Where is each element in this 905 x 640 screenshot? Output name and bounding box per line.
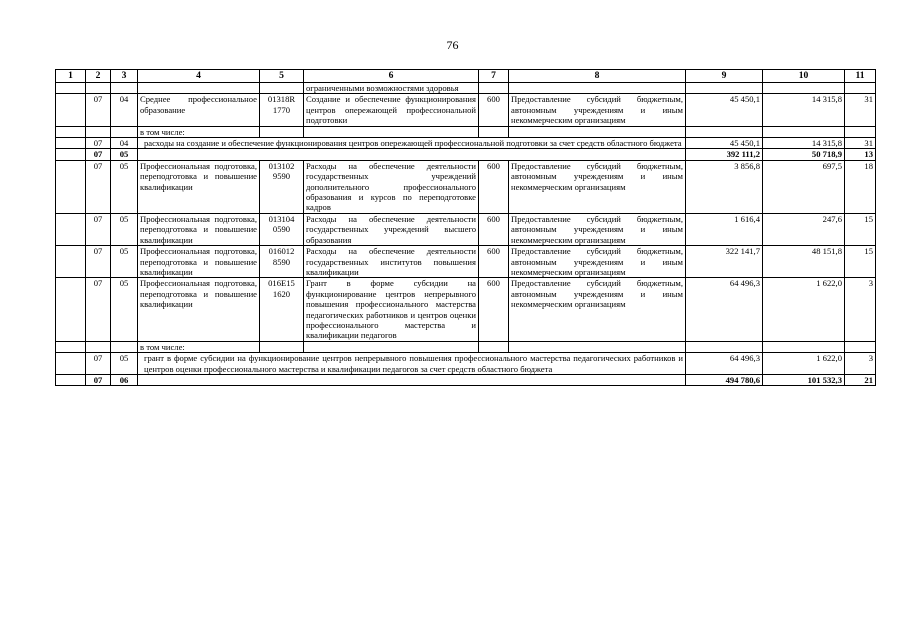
- cell-description: Создание и обеспечение функционирования центров опережающей профессиональной подготовки: [304, 94, 479, 126]
- empty-cell: [763, 341, 845, 352]
- cell-section: 07: [86, 149, 111, 160]
- table-row-subitem: [56, 138, 876, 149]
- cell-description: Грант в форме субсидии на функционирование центров непрерывного повышения профессионального мастерства педагогических работников и центров оценки профессионального мастерства и квалификации педагогов: [304, 278, 479, 341]
- cell-subsection: 04: [111, 94, 138, 126]
- cell-description: ограниченными возможностями здоровья: [304, 83, 479, 94]
- empty-cell: [56, 138, 86, 149]
- cell-section: 07: [86, 353, 111, 375]
- empty-cell: [56, 353, 86, 375]
- cell-subsection: 05: [111, 160, 138, 213]
- column-header-1: 1: [56, 70, 86, 83]
- table-row: [56, 94, 876, 126]
- empty-cell: [509, 83, 686, 94]
- cell-target-article: 016E15 1620: [260, 278, 304, 341]
- cell-section: 07: [86, 374, 111, 385]
- empty-cell: [479, 126, 509, 137]
- empty-cell: [56, 126, 86, 137]
- cell-subsection-name: Профессиональная подготовка, переподготовка и повышение квалификации: [138, 278, 260, 341]
- cell-section: 07: [86, 278, 111, 341]
- table-row: [56, 83, 876, 94]
- cell-amount-plan: 322 141,7: [686, 246, 763, 278]
- cell-subsection: 06: [111, 374, 138, 385]
- empty-cell: [845, 126, 876, 137]
- cell-expense-type-name: Предоставление субсидий бюджетным, автономным учреждениям и иным некоммерческим организациям: [509, 94, 686, 126]
- column-header-11: 11: [845, 70, 876, 83]
- cell-expense-type: 600: [479, 278, 509, 341]
- cell-amount-plan: 3 856,8: [686, 160, 763, 213]
- cell-expense-type-name: Предоставление субсидий бюджетным, автономным учреждениям и иным некоммерческим организациям: [509, 246, 686, 278]
- cell-expense-type: 600: [479, 160, 509, 213]
- empty-cell: [260, 341, 304, 352]
- column-header-8: 8: [509, 70, 686, 83]
- empty-cell: [304, 126, 479, 137]
- empty-cell: [686, 341, 763, 352]
- empty-cell: [479, 341, 509, 352]
- cell-subsection: 05: [111, 353, 138, 375]
- cell-amount-actual: 1 622,0: [763, 353, 845, 375]
- cell-target-article: 013102 9590: [260, 160, 304, 213]
- cell-expense-type-name: Предоставление субсидий бюджетным, автономным учреждениям и иным некоммерческим организациям: [509, 278, 686, 341]
- empty-cell: [845, 83, 876, 94]
- cell-including-label: в том числе:: [138, 341, 260, 352]
- column-header-5: 5: [260, 70, 304, 83]
- cell-subsection: 05: [111, 246, 138, 278]
- cell-amount-plan: 45 450,1: [686, 138, 763, 149]
- cell-section: 07: [86, 94, 111, 126]
- table-body: [56, 83, 876, 386]
- cell-description: Расходы на обеспечение деятельности государственных учреждений высшего образования: [304, 213, 479, 245]
- empty-cell: [304, 341, 479, 352]
- column-header-6: 6: [304, 70, 479, 83]
- empty-cell: [86, 83, 111, 94]
- cell-section: 07: [86, 246, 111, 278]
- empty-cell: [56, 278, 86, 341]
- cell-description: Расходы на обеспечение деятельности государственных институтов повышения квалификации: [304, 246, 479, 278]
- table-row: [56, 341, 876, 352]
- table-row: [56, 160, 876, 213]
- table-row: [56, 278, 876, 341]
- cell-percent: 15: [845, 246, 876, 278]
- empty-cell: [56, 160, 86, 213]
- cell-amount-plan: 64 496,3: [686, 278, 763, 341]
- cell-percent: 3: [845, 278, 876, 341]
- cell-percent: 31: [845, 94, 876, 126]
- cell-subsection-name: Среднее профессиональное образование: [138, 94, 260, 126]
- page-number: 76: [446, 38, 459, 52]
- empty-cell: [56, 149, 86, 160]
- cell-amount-actual: 1 622,0: [763, 278, 845, 341]
- cell-expense-type-name: Предоставление субсидий бюджетным, автономным учреждениям и иным некоммерческим организациям: [509, 213, 686, 245]
- empty-cell: [86, 341, 111, 352]
- empty-cell: [56, 83, 86, 94]
- column-header-9: 9: [686, 70, 763, 83]
- cell-description: Расходы на обеспечение деятельности государственных учреждений дополнительного профессионального образования и курсов по переподготовке кадров: [304, 160, 479, 213]
- empty-cell: [686, 126, 763, 137]
- cell-total-percent: 13: [845, 149, 876, 160]
- cell-amount-actual: 14 315,8: [763, 94, 845, 126]
- empty-cell: [111, 83, 138, 94]
- cell-amount-actual: 48 151,8: [763, 246, 845, 278]
- cell-percent: 3: [845, 353, 876, 375]
- empty-cell: [138, 83, 260, 94]
- cell-subitem-description: расходы на создание и обеспечение функционирования центров опережающей профессиональной подготовки за счет средств областного бюджета: [138, 138, 686, 149]
- cell-total-percent: 21: [845, 374, 876, 385]
- table-row: [56, 126, 876, 137]
- column-header-2: 2: [86, 70, 111, 83]
- cell-subsection-name: Профессиональная подготовка, переподготовка и повышение квалификации: [138, 160, 260, 213]
- column-header-7: 7: [479, 70, 509, 83]
- cell-section: 07: [86, 213, 111, 245]
- empty-cell: [763, 83, 845, 94]
- table-row: [56, 246, 876, 278]
- empty-cell: [56, 341, 86, 352]
- empty-cell: [509, 341, 686, 352]
- column-header-10: 10: [763, 70, 845, 83]
- empty-cell: [509, 126, 686, 137]
- cell-amount-plan: 1 616,4: [686, 213, 763, 245]
- budget-table: [55, 69, 876, 386]
- empty-cell: [86, 126, 111, 137]
- cell-target-article: 01318R 1770: [260, 94, 304, 126]
- table-row-subitem: [56, 353, 876, 375]
- empty-cell: [260, 126, 304, 137]
- empty-cell: [56, 246, 86, 278]
- cell-total-plan: 494 780,6: [686, 374, 763, 385]
- cell-section: 07: [86, 138, 111, 149]
- cell-total-actual: 101 532,3: [763, 374, 845, 385]
- empty-cell: [260, 83, 304, 94]
- cell-subsection: 05: [111, 149, 138, 160]
- table-row-total: [56, 374, 876, 385]
- empty-cell: [763, 126, 845, 137]
- cell-total-plan: 392 111,2: [686, 149, 763, 160]
- total-spacer: [138, 374, 686, 385]
- cell-subsection-name: Профессиональная подготовка, переподготовка и повышение квалификации: [138, 246, 260, 278]
- cell-target-article: 016012 8590: [260, 246, 304, 278]
- total-spacer: [138, 149, 686, 160]
- cell-amount-plan: 64 496,3: [686, 353, 763, 375]
- empty-cell: [111, 126, 138, 137]
- cell-subsection: 05: [111, 278, 138, 341]
- cell-subsection: 04: [111, 138, 138, 149]
- table-row-total: [56, 149, 876, 160]
- cell-target-article: 013104 0590: [260, 213, 304, 245]
- empty-cell: [56, 374, 86, 385]
- cell-subitem-description: грант в форме субсидии на функционирование центров непрерывного повышения профессионального мастерства педагогических работников и центров оценки профессионального мастерства и квалификации педагогов за счет средств областного бюджета: [138, 353, 686, 375]
- table-header: [56, 70, 876, 83]
- cell-amount-plan: 45 450,1: [686, 94, 763, 126]
- column-header-4: 4: [138, 70, 260, 83]
- cell-expense-type: 600: [479, 213, 509, 245]
- cell-percent: 15: [845, 213, 876, 245]
- empty-cell: [479, 83, 509, 94]
- cell-including-label: в том числе:: [138, 126, 260, 137]
- cell-total-actual: 50 718,9: [763, 149, 845, 160]
- cell-expense-type-name: Предоставление субсидий бюджетным, автономным учреждениям и иным некоммерческим организациям: [509, 160, 686, 213]
- cell-subsection-name: Профессиональная подготовка, переподготовка и повышение квалификации: [138, 213, 260, 245]
- cell-subsection: 05: [111, 213, 138, 245]
- cell-amount-actual: 247,6: [763, 213, 845, 245]
- cell-percent: 31: [845, 138, 876, 149]
- empty-cell: [845, 341, 876, 352]
- empty-cell: [111, 341, 138, 352]
- cell-section: 07: [86, 160, 111, 213]
- column-header-3: 3: [111, 70, 138, 83]
- cell-amount-actual: 14 315,8: [763, 138, 845, 149]
- empty-cell: [686, 83, 763, 94]
- cell-expense-type: 600: [479, 94, 509, 126]
- table-row: [56, 213, 876, 245]
- cell-expense-type: 600: [479, 246, 509, 278]
- empty-cell: [56, 213, 86, 245]
- empty-cell: [56, 94, 86, 126]
- cell-percent: 18: [845, 160, 876, 213]
- cell-amount-actual: 697,5: [763, 160, 845, 213]
